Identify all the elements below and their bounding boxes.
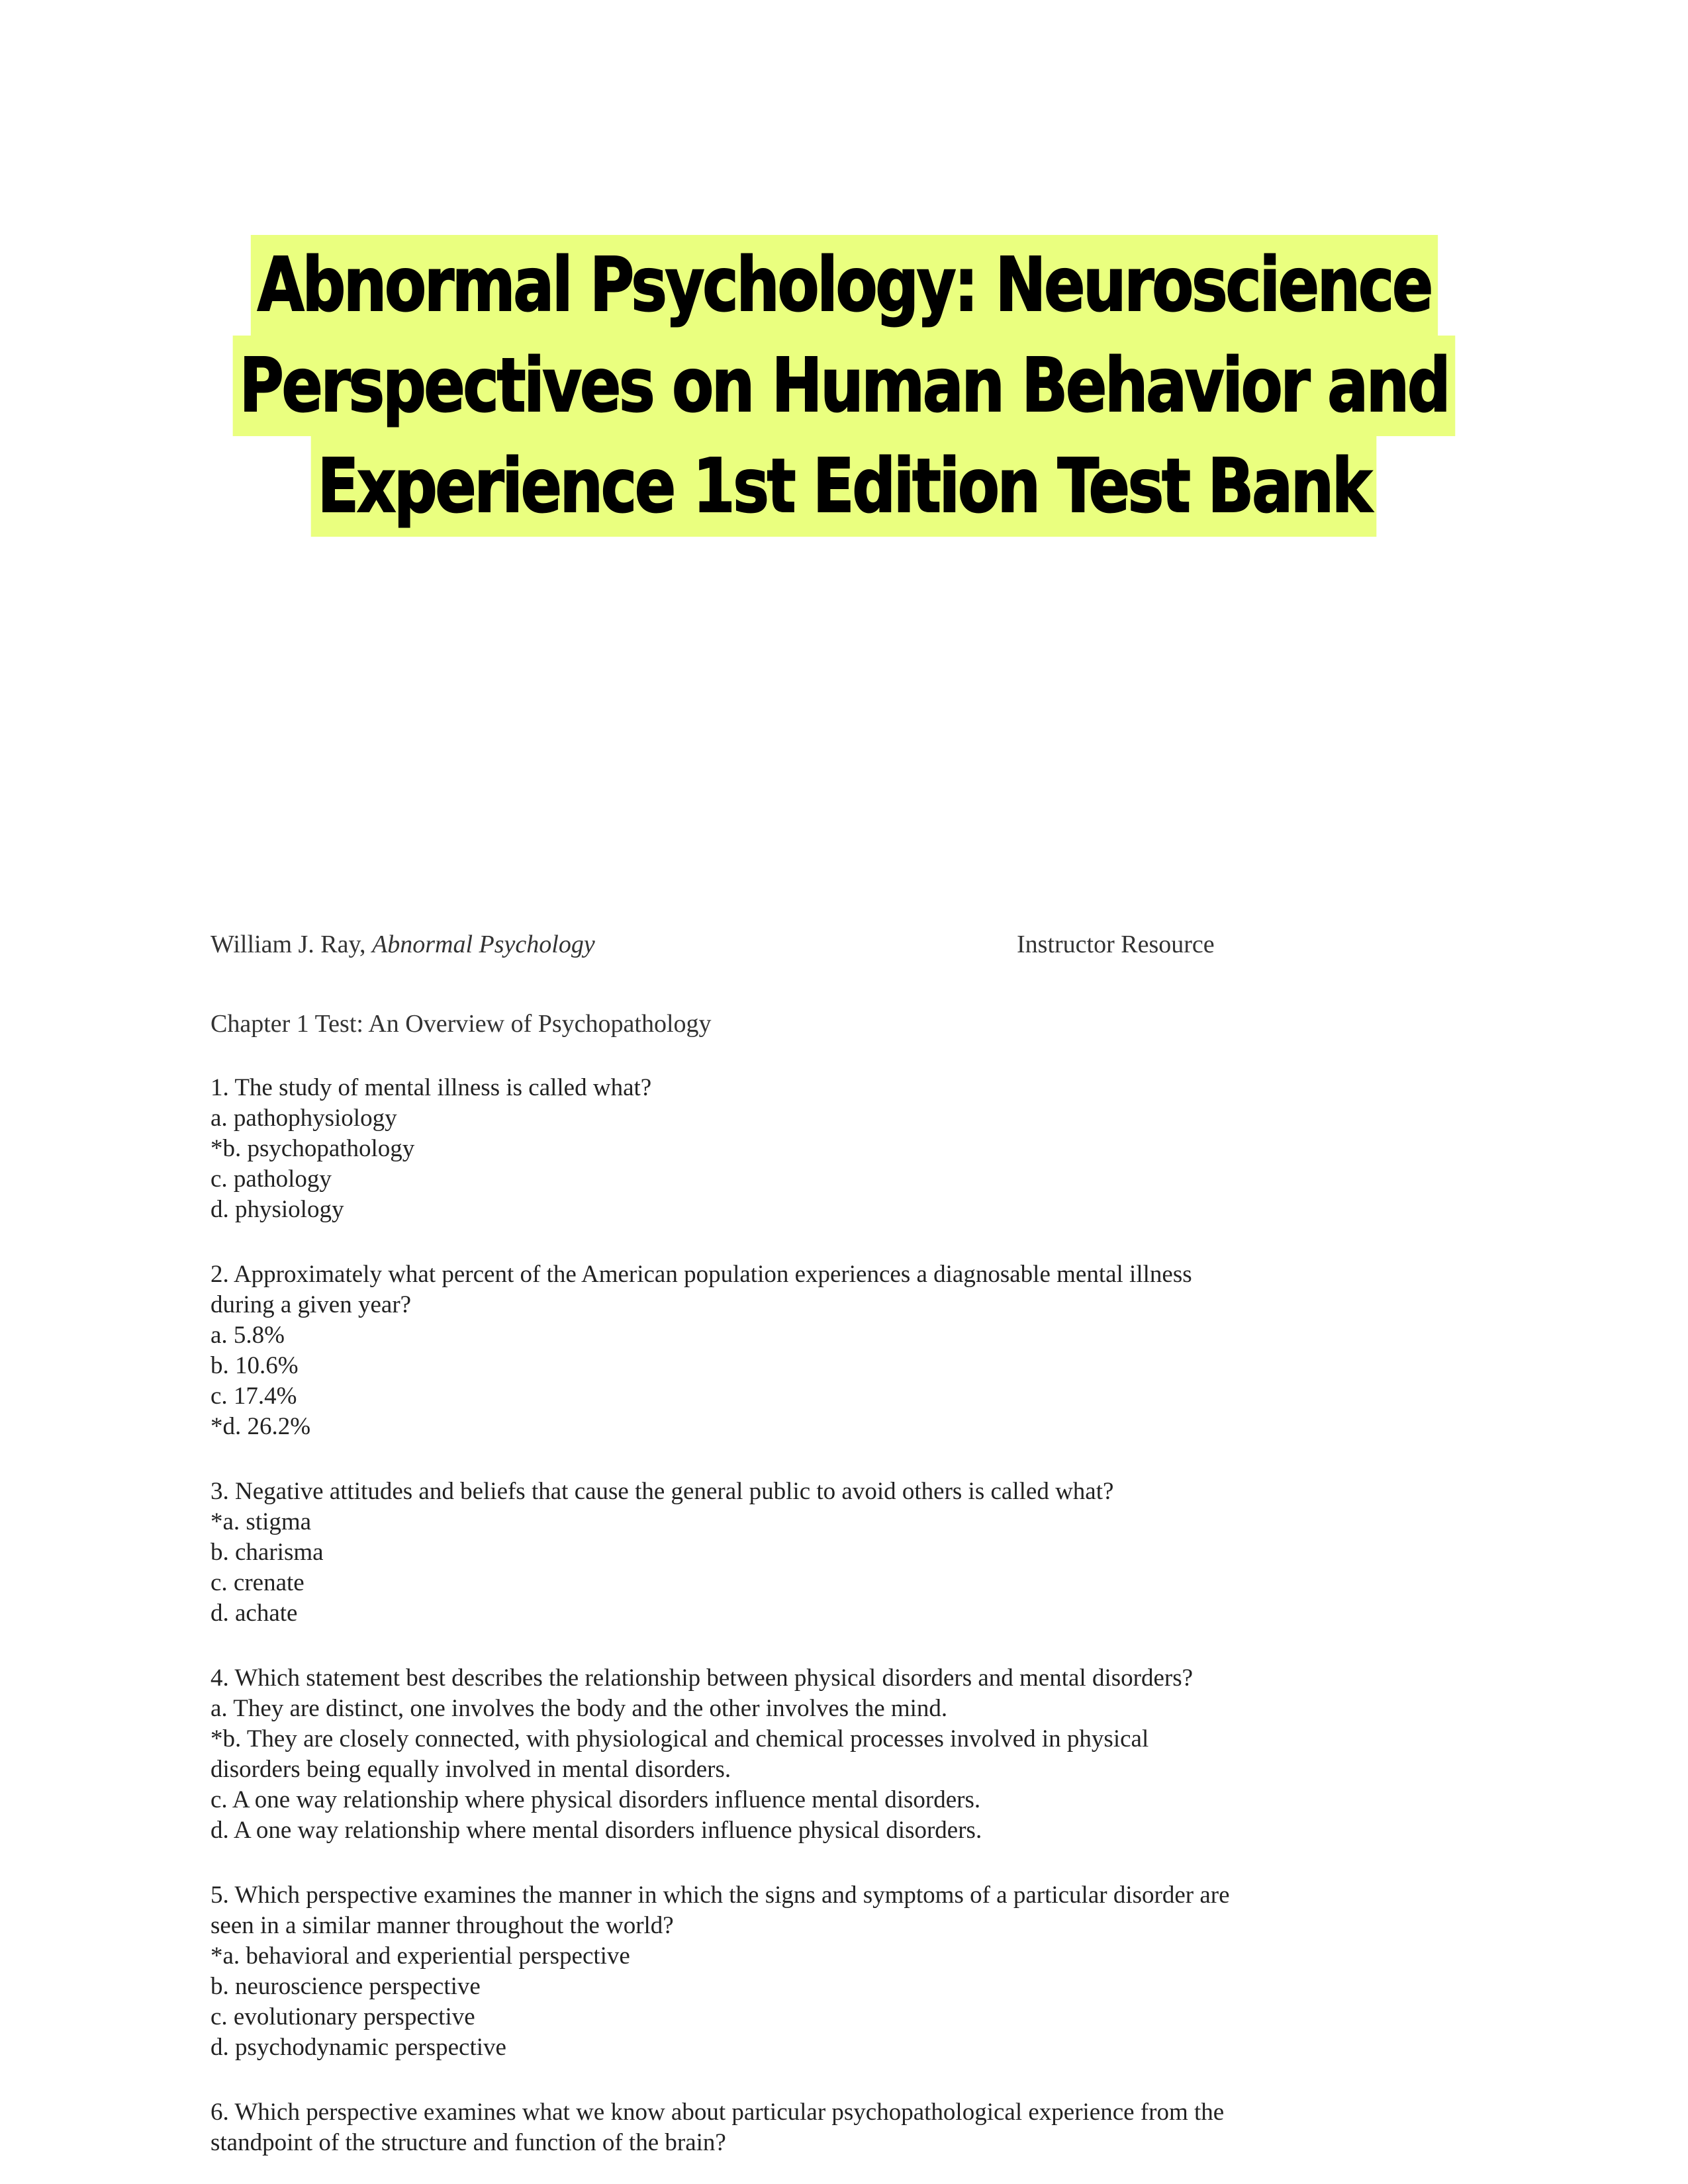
answer-option: b. 10.6% [211, 1352, 299, 1379]
question-4 [211, 1663, 1270, 1846]
answer-option: a. pathophysiology [211, 1105, 397, 1132]
title-line-3: Experience 1st Edition Test Bank [311, 436, 1377, 537]
answer-option-correct: *b. psychopathology [211, 1135, 415, 1162]
page-header [211, 930, 1270, 970]
header-resource: Instructor Resource [1017, 931, 1215, 958]
answer-option: c. A one way relationship where physical disorders influence mental disorders. [211, 1786, 981, 1813]
question-2 [211, 1259, 1270, 1442]
answer-option: c. pathology [211, 1165, 332, 1193]
title-line-2: Perspectives on Human Behavior and [233, 336, 1456, 436]
answer-option: d. physiology [211, 1196, 344, 1223]
answer-option-correct: *b. They are closely connected, with physiological and chemical processes involved in physical disorders being equally involved in mental disorders. [211, 1725, 1149, 1783]
answer-option: a. They are distinct, one involves the body and the other involves the mind. [211, 1695, 948, 1722]
question-text: 4. Which statement best describes the relationship between physical disorders and mental disorders? [211, 1664, 1194, 1692]
document-title [0, 235, 1688, 537]
header-book-title: Abnormal Psychology [372, 931, 595, 958]
answer-option: a. 5.8% [211, 1322, 285, 1349]
answer-option: b. neuroscience perspective [211, 1973, 481, 2000]
answer-option: c. crenate [211, 1569, 305, 1596]
answer-option-correct: *a. stigma [211, 1508, 312, 1535]
question-text: 6. Which perspective examines what we know about particular psychopathological experience from the standpoint of the structure and function of the brain? [211, 2099, 1225, 2156]
answer-option-correct: *d. 26.2% [211, 1413, 311, 1440]
question-6 [211, 2097, 1270, 2158]
question-5 [211, 1880, 1270, 2063]
question-text: 3. Negative attitudes and beliefs that cause the general public to avoid others is called what? [211, 1478, 1114, 1505]
header-author-book [211, 930, 595, 959]
chapter-title: Chapter 1 Test: An Overview of Psychopathology [211, 1010, 712, 1038]
title-line-1: Abnormal Psychology: Neuroscience [250, 235, 1437, 336]
answer-option: d. A one way relationship where mental disorders influence physical disorders. [211, 1817, 982, 1844]
answer-option: c. evolutionary perspective [211, 2003, 475, 2030]
question-3 [211, 1477, 1270, 1629]
question-text: 5. Which perspective examines the manner in which the signs and symptoms of a particular disorder are seen in a similar manner throughout the world? [211, 1882, 1230, 1939]
question-1 [211, 1073, 1270, 1225]
header-author: William J. Ray, [211, 931, 366, 958]
question-text: 1. The study of mental illness is called what? [211, 1074, 652, 1101]
answer-option: b. charisma [211, 1539, 324, 1566]
answer-option-correct: *a. behavioral and experiential perspective [211, 1942, 630, 1970]
question-text: 2. Approximately what percent of the American population experiences a diagnosable mental illness during a given year? [211, 1261, 1192, 1318]
answer-option: d. psychodynamic perspective [211, 2034, 506, 2061]
answer-option: c. 17.4% [211, 1383, 297, 1410]
answer-option: d. achate [211, 1600, 298, 1627]
test-document [211, 930, 1270, 2158]
